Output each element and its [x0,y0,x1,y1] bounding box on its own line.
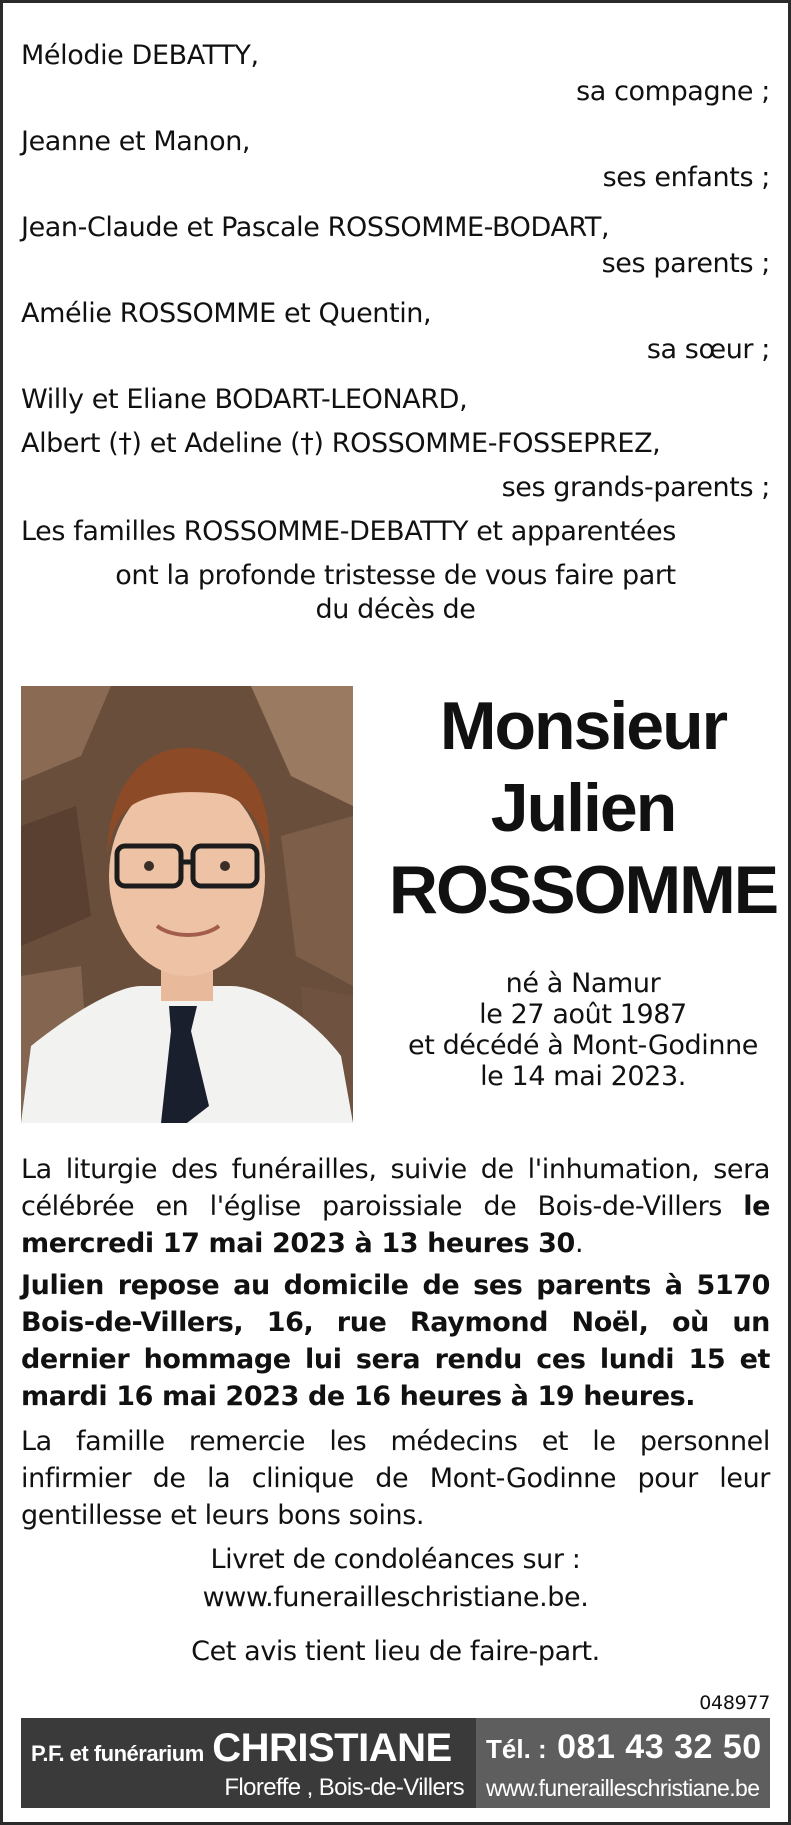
family-line: Amélie ROSSOMME et Quentin, [21,298,432,329]
deceased-first-name: Julien [490,770,676,846]
funeral-home-contact-panel [476,1718,770,1808]
announcement-line: ont la profonde tristesse de vous faire part [115,560,676,591]
company-prefix: P.F. et funérarium [31,1741,204,1766]
family-relation: sa compagne ; [576,76,770,107]
deceased-title: Monsieur [439,688,727,764]
phone-number[interactable]: 081 43 32 50 [557,1728,762,1766]
birth-date: le 27 août 1987 [479,999,687,1030]
family-line: Albert (†) et Adeline (†) ROSSOMME-FOSSEPREZ, [21,428,661,459]
family-line: Willy et Eliane BODART-LEONARD, [21,384,468,415]
company-locations: Floreffe , Bois-de-Villers [224,1774,464,1801]
deceased-name-block [383,685,783,931]
death-date: le 14 mai 2023. [480,1061,686,1092]
funeral-home-name-panel [21,1718,476,1808]
condolences-label: Livret de condoléances sur : [210,1544,581,1575]
funeral-text: La liturgie des funérailles, suivie de l'inhumation, sera célébrée en l'église paroissiale de Bois-de-Villers [21,1154,770,1222]
notice-statement: Cet avis tient lieu de faire-part. [191,1636,600,1667]
family-relation: ses parents ; [601,248,770,279]
family-relation: ses grands-parents ; [501,472,770,503]
funeral-end: . [574,1228,584,1259]
funeral-paragraph [21,1151,770,1262]
portrait-photo [21,686,353,1123]
company-name: CHRISTIANE [212,1726,452,1770]
announcement-line: du décès de [315,594,476,625]
family-relation: ses enfants ; [602,162,770,193]
dates-block [383,968,783,1092]
phone-label: Tél. : [486,1734,547,1764]
reference-number: 048977 [699,1692,770,1714]
death-place: et décédé à Mont-Godinne [407,1030,758,1061]
notice-frame [13,13,778,1812]
phone [486,1728,762,1767]
family-line: Les familles ROSSOMME-DEBATTY et apparentées [21,516,676,547]
funeral-home-banner [21,1718,770,1808]
funeral-home-name [31,1726,452,1771]
website-link[interactable]: www.funerailleschristiane.be [486,1775,760,1801]
family-line: Mélodie DEBATTY, [21,40,259,71]
funeral-date: le mercredi 17 mai 2023 à 13 heures 30 [21,1191,770,1259]
portrait-photo-art [21,686,353,1123]
family-line: Jeanne et Manon, [21,126,251,157]
condolences-link[interactable]: www.funerailleschristiane.be. [202,1582,589,1613]
family-line: Jean-Claude et Pascale ROSSOMME-BODART, [21,212,610,243]
thanks-paragraph: La famille remercie les médecins et le personnel infirmier de la clinique de Mont-Godinne pour leur gentillesse et leurs bons soins. [21,1426,770,1531]
visitation-paragraph: Julien repose au domicile de ses parents à 5170 Bois-de-Villers, 16, rue Raymond Noël, où un dernier hommage lui sera rendu ces lundi 15 et mardi 16 mai 2023 de 16 heures à 19 heures. [21,1270,770,1412]
family-relation: sa sœur ; [646,334,770,365]
birth-place: né à Namur [505,968,661,999]
deceased-last-name: ROSSOMME [388,852,778,928]
